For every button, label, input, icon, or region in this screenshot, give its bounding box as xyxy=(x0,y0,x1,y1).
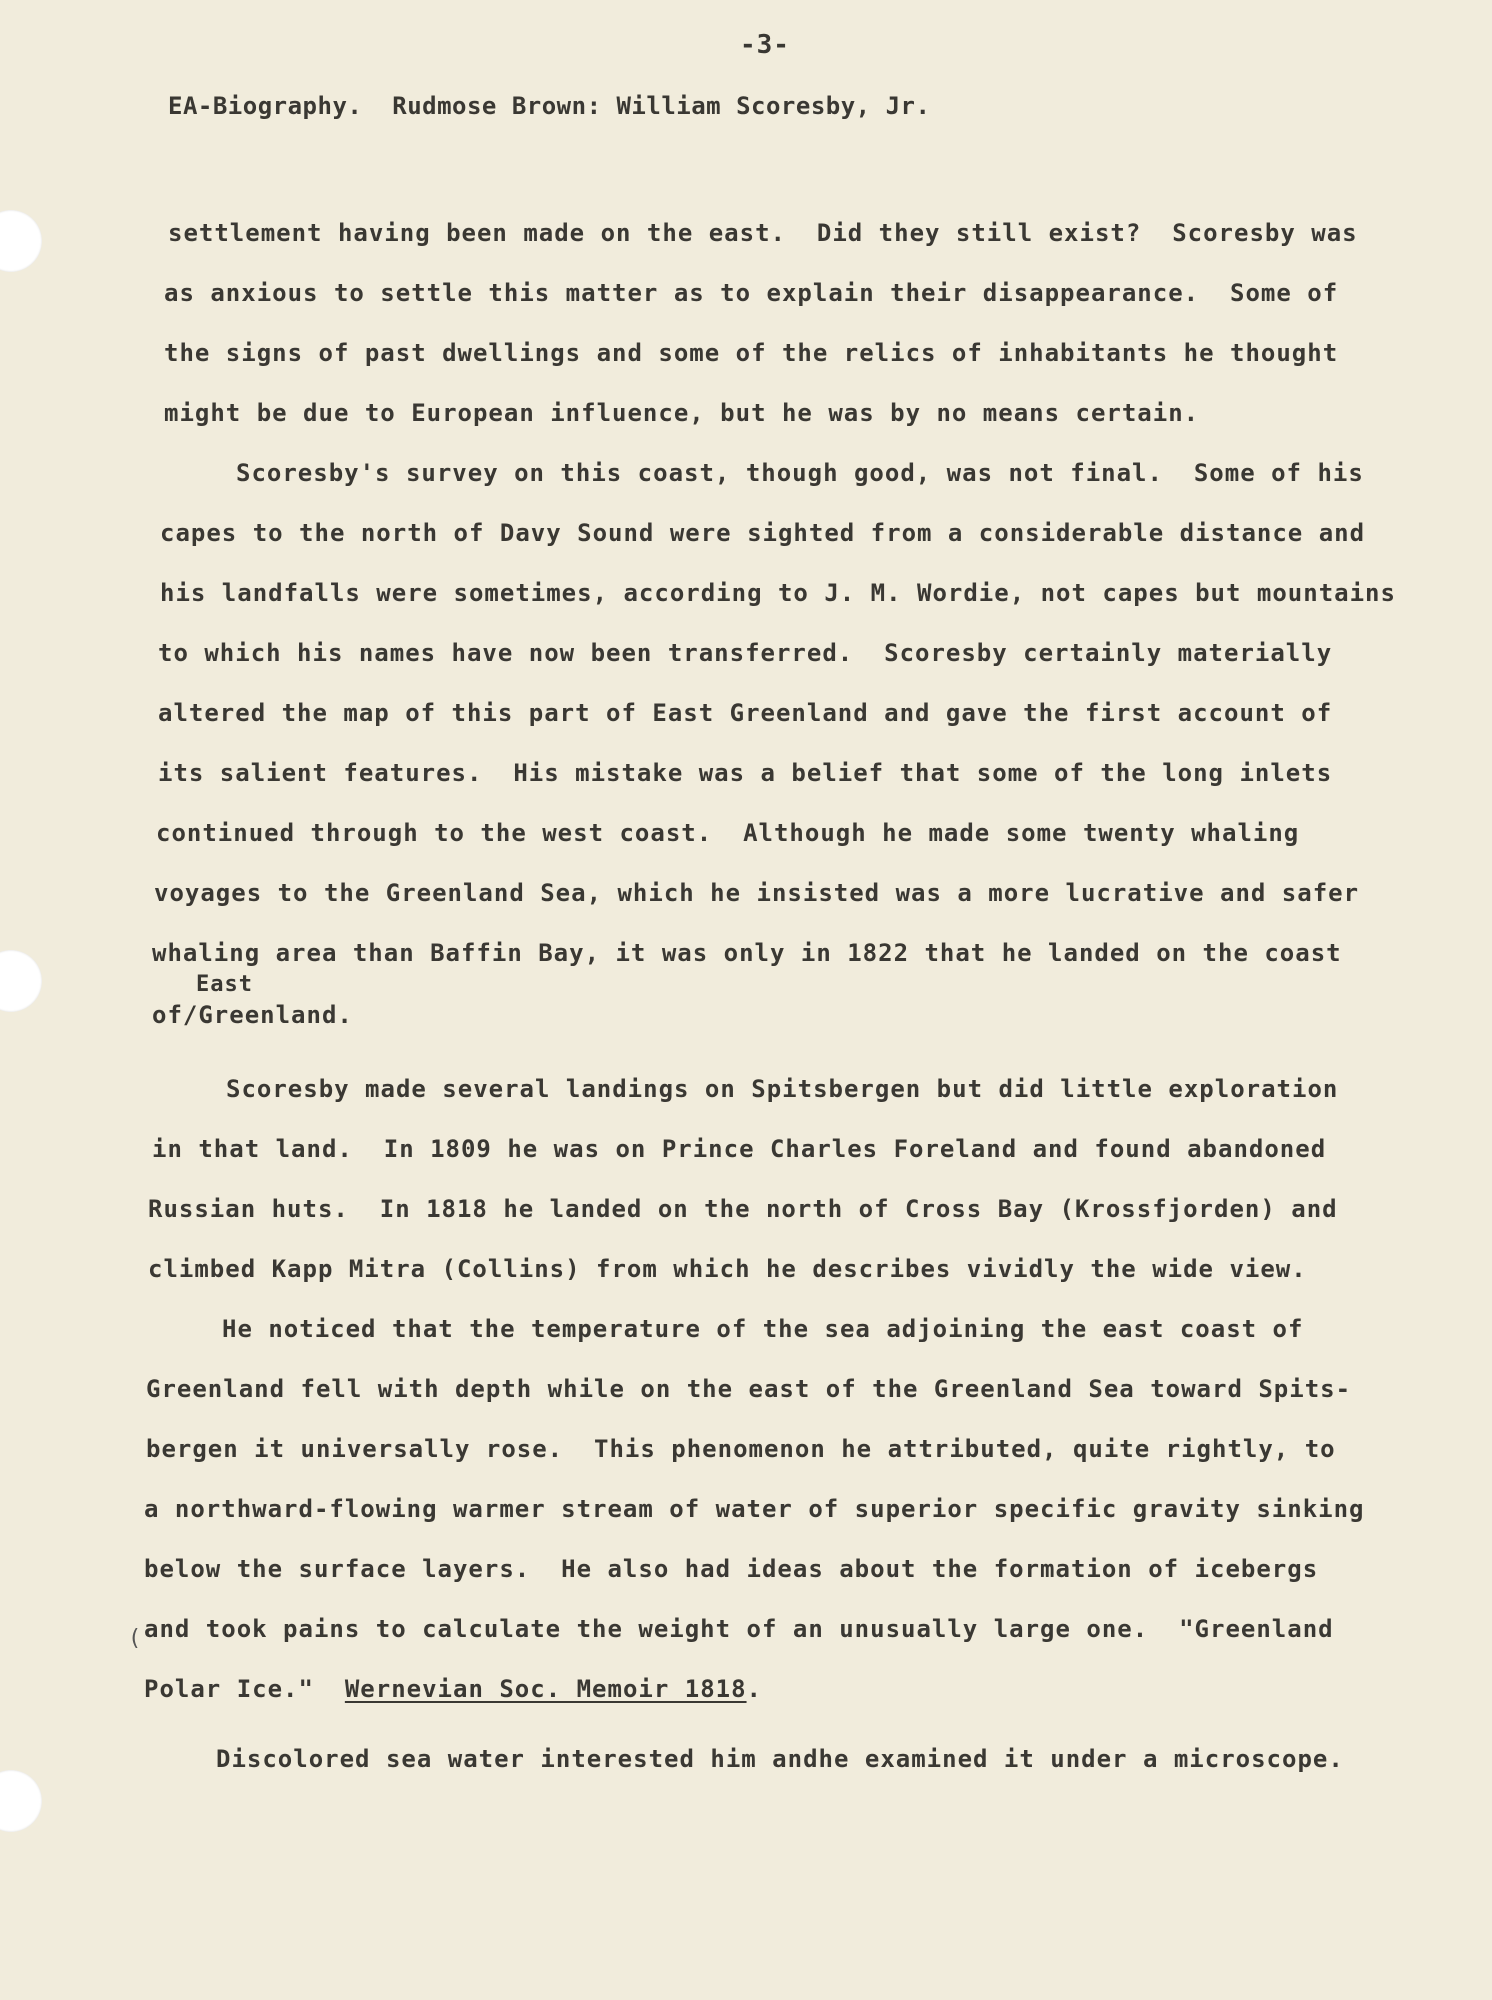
punch-hole-bottom xyxy=(0,1770,42,1832)
text-line: Scoresby made several landings on Spitsbergen but did little exploration xyxy=(226,1075,1339,1103)
margin-mark: ( xyxy=(128,1626,142,1651)
citation-title: Wernevian Soc. Memoir 1818 xyxy=(344,1675,747,1703)
text-line: Discolored sea water interested him andhe examined it under a microscope. xyxy=(216,1745,1344,1773)
punch-hole-middle xyxy=(0,950,42,1012)
text-line: in that land. In 1809 he was on Prince Charles Foreland and found abandoned xyxy=(152,1135,1327,1163)
text-line: settlement having been made on the east. Did they still exist? Scoresby was xyxy=(168,219,1358,247)
text-line: voyages to the Greenland Sea, which he insisted was a more lucrative and safer xyxy=(154,879,1360,907)
text-line: below the surface layers. He also had ideas about the formation of icebergs xyxy=(144,1555,1319,1583)
text-line: capes to the north of Davy Sound were sighted from a considerable distance and xyxy=(160,519,1366,547)
citation-end: . xyxy=(746,1675,762,1703)
text-line: to which his names have now been transferred. Scoresby certainly materially xyxy=(158,639,1333,667)
text-line: its salient features. His mistake was a belief that some of the long inlets xyxy=(158,759,1333,787)
text-line: altered the map of this part of East Greenland and gave the first account of xyxy=(158,699,1333,727)
text-line: his landfalls were sometimes, according to J. M. Wordie, not capes but mountains xyxy=(160,579,1396,607)
text-line: Greenland fell with depth while on the east of the Greenland Sea toward Spits- xyxy=(146,1375,1352,1403)
text-line: whaling area than Baffin Bay, it was only in 1822 that he landed on the coast xyxy=(152,939,1342,967)
page-number: -3- xyxy=(740,30,790,60)
text-line: the signs of past dwellings and some of the relics of inhabitants he thought xyxy=(164,339,1339,367)
running-header: EA-Biography. Rudmose Brown: William Scoresby, Jr. xyxy=(168,92,931,120)
text-line: He noticed that the temperature of the sea adjoining the east coast of xyxy=(222,1315,1304,1343)
text-line: and took pains to calculate the weight of an unusually large one. "Greenland xyxy=(144,1615,1334,1643)
text-line: might be due to European influence, but he was by no means certain. xyxy=(164,399,1200,427)
handwritten-insertion: East xyxy=(196,972,253,997)
text-line: continued through to the west coast. Although he made some twenty whaling xyxy=(156,819,1300,847)
text-line-citation xyxy=(144,1674,762,1704)
text-line: of/Greenland. xyxy=(152,1001,353,1029)
text-line: Russian huts. In 1818 he landed on the north of Cross Bay (Krossfjorden) and xyxy=(148,1195,1338,1223)
text-line: a northward-flowing warmer stream of water of superior specific gravity sinking xyxy=(144,1495,1365,1523)
text-line: Scoresby's survey on this coast, though good, was not final. Some of his xyxy=(236,459,1364,487)
text-line: bergen it universally rose. This phenomenon he attributed, quite rightly, to xyxy=(146,1435,1336,1463)
text-line: climbed Kapp Mitra (Collins) from which he describes vividly the wide view. xyxy=(148,1255,1307,1283)
punch-hole-top xyxy=(0,210,42,272)
text-line: as anxious to settle this matter as to explain their disappearance. Some of xyxy=(164,279,1339,307)
citation-lead: Polar Ice." xyxy=(144,1675,314,1703)
